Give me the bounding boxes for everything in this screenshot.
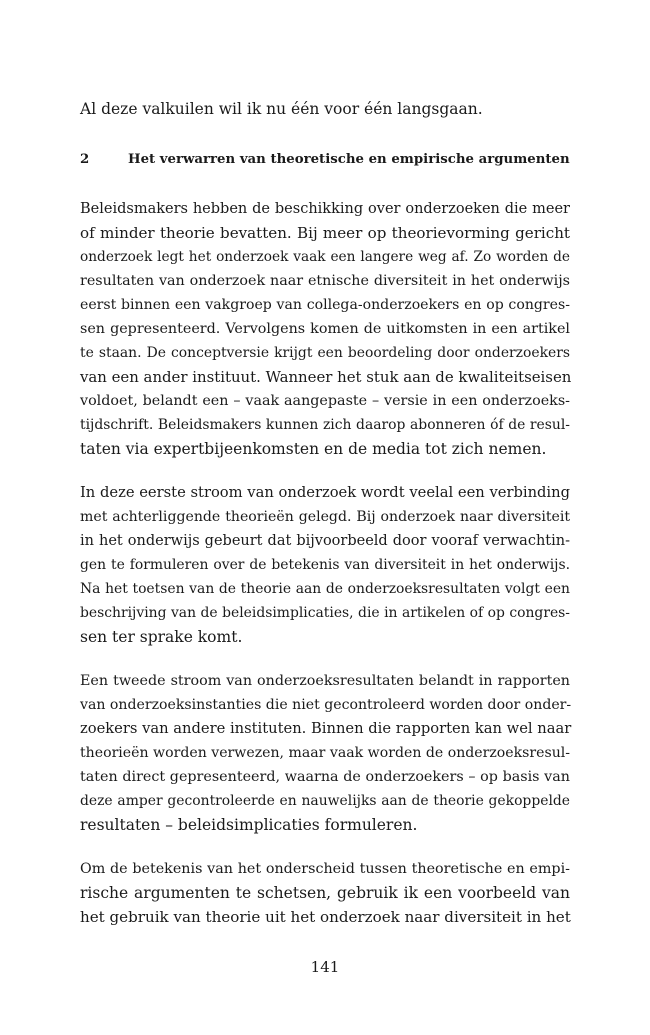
paragraph-line: tijdschrift. Beleidsmakers kunnen zich daarop abonneren óf de resul- xyxy=(80,417,570,433)
paragraph-line: Om de betekenis van het onderscheid tussen theoretische en empi- xyxy=(80,861,570,877)
paragraph-line: het gebruik van theorie uit het onderzoek naar diversiteit in het xyxy=(80,908,571,926)
paragraph-line: sen gepresenteerd. Vervolgens komen de uitkomsten in een artikel xyxy=(80,321,570,337)
paragraph-line: beschrijving van de beleidsimplicaties, die in artikelen of op congres- xyxy=(80,605,570,621)
paragraph-line: rische argumenten te schetsen, gebruik ik een voorbeeld van xyxy=(80,884,570,902)
paragraph-line: in het onderwijs gebeurt dat bijvoorbeeld door vooraf verwachtin- xyxy=(80,533,570,549)
paragraph-line: met achterliggende theorieën gelegd. Bij onderzoek naar diversiteit xyxy=(80,509,570,525)
paragraph-line: zoekers van andere instituten. Binnen die rapporten kan wel naar xyxy=(80,720,572,737)
paragraph-line: taten direct gepresenteerd, waarna de onderzoekers – op basis van xyxy=(80,769,570,785)
paragraph-line: Een tweede stroom van onderzoeksresultaten belandt in rapporten xyxy=(80,673,570,689)
paragraph-line: gen te formuleren over de betekenis van diversiteit in het onderwijs. xyxy=(80,557,570,573)
paragraph-line: deze amper gecontroleerde en nauwelijks aan de theorie gekoppelde xyxy=(80,793,570,809)
intro-line: Al deze valkuilen wil ik nu één voor één langsgaan. xyxy=(80,100,483,118)
paragraph-line: sen ter sprake komt. xyxy=(80,628,243,646)
paragraph-line: van onderzoeksinstanties die niet gecontroleerd worden door onder- xyxy=(80,697,572,713)
paragraph-line: te staan. De conceptversie krijgt een beoordeling door onderzoekers xyxy=(80,345,570,361)
paragraph-line: van een ander instituut. Wanneer het stuk aan de kwaliteitseisen xyxy=(80,368,572,386)
paragraph-line: theorieën worden verwezen, maar vaak worden de onderzoeksresul- xyxy=(80,745,571,761)
paragraph-line: eerst binnen een vakgroep van collega-onderzoekers en op congres- xyxy=(80,297,570,313)
paragraph-line: voldoet, belandt een – vaak aangepaste – versie in een onderzoeks- xyxy=(80,393,570,409)
paragraph-line: Na het toetsen van de theorie aan de onderzoeksresultaten volgt een xyxy=(80,581,570,597)
paragraph-line: resultaten – beleidsimplicaties formuleren. xyxy=(80,816,418,834)
paragraph-line: of minder theorie bevatten. Bij meer op theorievorming gericht xyxy=(80,224,570,242)
section-heading xyxy=(80,148,570,172)
section-number: 2 xyxy=(80,152,90,167)
paragraph-line: resultaten van onderzoek naar etnische diversiteit in het onderwijs xyxy=(80,273,570,289)
paragraph-line: Beleidsmakers hebben de beschikking over onderzoeken die meer xyxy=(80,201,570,217)
paragraph-line: In deze eerste stroom van onderzoek wordt veelal een verbinding xyxy=(80,484,570,501)
paragraph-line: taten via expertbijeenkomsten en de media tot zich nemen. xyxy=(80,440,547,458)
page-number: 141 xyxy=(310,958,340,976)
paragraph-line: onderzoek legt het onderzoek vaak een langere weg af. Zo worden de xyxy=(80,249,570,265)
section-title: Het verwarren van theoretische en empirische argumenten xyxy=(128,152,570,167)
